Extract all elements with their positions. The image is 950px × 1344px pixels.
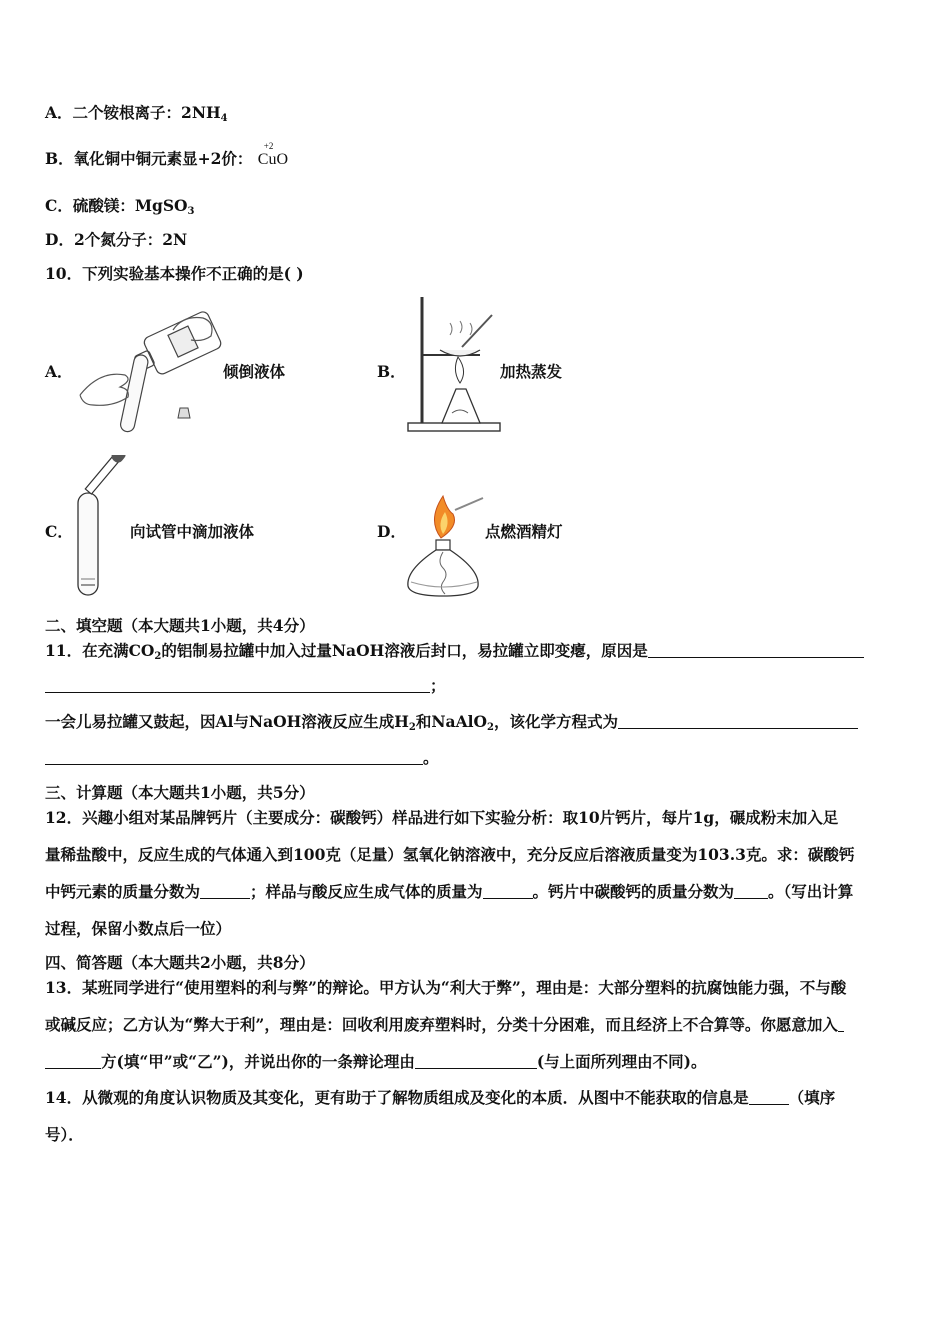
q12-line-3: 中钙元素的质量分数为 ；样品与酸反应生成气体的质量为 。钙片中碳酸钙的质量分数为 。（写出计算: [45, 882, 854, 901]
q12-answer-blank-1[interactable]: [200, 884, 250, 899]
q11-answer-blank-2[interactable]: [618, 714, 858, 729]
section-2-heading: 二、填空题（本大题共1小题，共4分）: [45, 616, 315, 635]
q12-answer-blank-2[interactable]: [483, 884, 533, 899]
q9-option-c: C．硫酸镁：MgSO$_3$: [45, 196, 195, 217]
q10-option-c-label: C．: [45, 522, 73, 541]
q13-line-1: 13．某班同学进行“使用塑料的利与弊”的辩论。甲方认为“利大于弊”，理由是：大部分塑料的抗腐蚀能力强，不与酸: [45, 978, 847, 997]
q14-line-2: 号）．: [45, 1125, 84, 1144]
evaporation-setup-icon: [400, 295, 505, 435]
q11-answer-blank-2-continued[interactable]: [45, 750, 423, 765]
q13-answer-blank-1[interactable]: [838, 1017, 844, 1032]
q13-line-3: 方(填“甲”或“乙”)，并说出你的一条辩论理由 (与上面所列理由不同)。: [45, 1052, 707, 1072]
q12-answer-blank-3[interactable]: [734, 884, 768, 899]
q12-line-4: 过程，保留小数点后一位）: [45, 919, 232, 938]
q11-answer-blank-1[interactable]: [648, 643, 864, 658]
cuo-formula: +2 CuO: [257, 141, 289, 168]
q10-option-d-label: D．: [377, 522, 406, 541]
q12-line-1: 12．兴趣小组对某品牌钙片（主要成分：碳酸钙）样品进行如下实验分析：取10片钙片，每片1g，碾成粉末加入足: [45, 808, 839, 827]
q13-answer-blank-2[interactable]: [415, 1054, 537, 1069]
q12-line-2: 量稀盐酸中，反应生成的气体通入到100克（足量）氢氧化钠溶液中，充分反应后溶液质量变为103.3克。求：碳酸钙: [45, 845, 855, 864]
q10-option-a-caption: 倾倒液体: [223, 362, 286, 381]
q10-option-a-label: A．: [45, 362, 73, 381]
q9-option-b: B．氧化铜中铜元素显+2价： +2 CuO: [45, 141, 289, 168]
q11-line-2: ；: [45, 676, 446, 696]
q14-line-1: 14．从微观的角度认识物质及其变化，更有助于了解物质组成及变化的本质．从图中不能获取的信息是 （填序: [45, 1088, 836, 1107]
q10-option-d-caption: 点燃酒精灯: [485, 522, 563, 541]
section-4-heading: 四、简答题（本大题共2小题，共8分）: [45, 953, 315, 972]
q13-line-2: 或碱反应；乙方认为“弊大于利”，理由是：回收利用废弃塑料时，分类十分困难，而且经济上不合算等。你愿意加入: [45, 1015, 844, 1035]
q11-line-3: 一会儿易拉罐又鼓起，因Al与NaOH溶液反应生成$H_2$和NaAlO$_2$，该化学方程式为: [45, 712, 858, 738]
q11-line-1: 11．在充满$CO_2$的铝制易拉罐中加入过量NaOH溶液后封口，易拉罐立即变瘪，原因是: [45, 641, 864, 667]
q13-answer-blank-1-continued[interactable]: [45, 1054, 101, 1069]
q11-line-4: 。: [45, 748, 439, 768]
q14-answer-blank[interactable]: [749, 1090, 789, 1105]
q9-option-d: D．2个氮分子：2N: [45, 230, 188, 249]
section-3-heading: 三、计算题（本大题共1小题，共5分）: [45, 783, 315, 802]
alcohol-lamp-icon: [403, 490, 488, 600]
q10-option-c-caption: 向试管中滴加液体: [130, 522, 255, 541]
q10-option-b-caption: 加热蒸发: [500, 362, 563, 381]
dropper-test-tube-icon: [68, 455, 138, 600]
q11-answer-blank-1-continued[interactable]: [45, 678, 430, 693]
q10-option-b-label: B．: [377, 362, 406, 381]
q9-option-a: A．二个铵根离子：$2NH_4$: [45, 103, 228, 124]
pouring-liquid-icon: [78, 300, 228, 435]
q10-stem: 10．下列实验基本操作不正确的是( ): [45, 264, 304, 283]
